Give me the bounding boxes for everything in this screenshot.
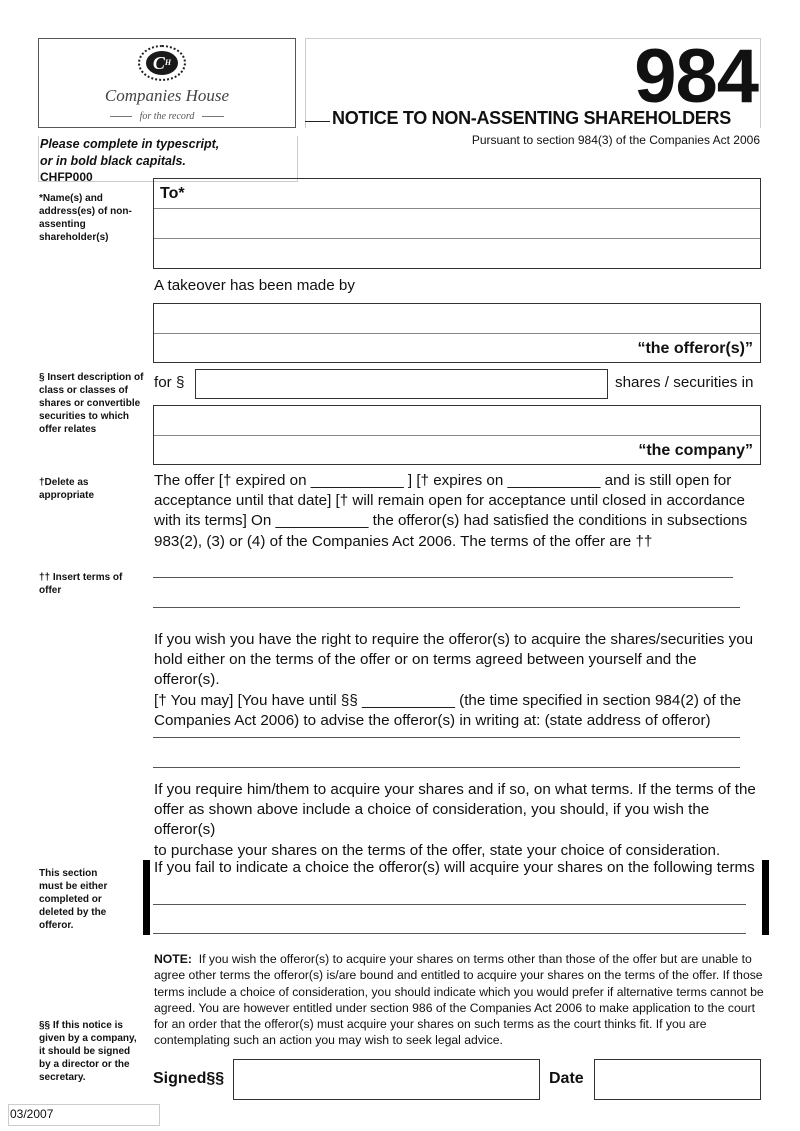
instructions — [40, 136, 219, 170]
address-line-2[interactable] — [153, 767, 740, 768]
offer-line: 983(2), (3) or (4) of the Companies Act 2006. The terms of the offer are †† — [154, 532, 653, 550]
share-class-input[interactable] — [195, 369, 608, 399]
instructions-line-2: or in bold black capitals. — [40, 154, 186, 168]
right-line: [† You may] [You have until §§ ___________ (the time specified in section 984(2) of the — [154, 691, 742, 709]
to-label: To* — [160, 185, 185, 202]
logo-monogram-small: H — [164, 58, 172, 67]
offer-line: with its terms] On ___________ the offeror(s) had satisfied the conditions in subsections — [154, 512, 748, 530]
require-line: If you require him/them to acquire your shares and if so, on what terms. If the terms of the — [154, 781, 756, 798]
date-field[interactable] — [594, 1059, 761, 1100]
require-line: offer as shown above include a choice of consideration, you should, if you wish the offeror(s) — [154, 801, 710, 839]
pursuant-text: Pursuant to section 984(3) of the Companies Act 2006 — [471, 133, 760, 147]
right-line: If you wish you have the right to require the offeror(s) to acquire the shares/securities you — [154, 631, 754, 648]
logo-name: Companies House — [104, 86, 230, 105]
side-note-delete: †Delete as appropriate — [39, 477, 95, 501]
fail-text: If you fail to indicate a choice the offeror(s) will acquire your shares on the following terms — [154, 859, 755, 876]
header-rule — [305, 121, 330, 122]
shares-label: shares / securities in — [615, 374, 754, 391]
company-label: “the company” — [638, 442, 753, 459]
signed-label: Signed§§ — [153, 1070, 225, 1087]
for-label: for § — [154, 374, 185, 391]
section-bar-left — [143, 860, 150, 935]
logo-monogram: C — [152, 53, 165, 73]
form-code: CHFP000 — [40, 170, 93, 184]
right-paragraph — [154, 630, 764, 731]
right-line: hold either on the terms of the offer or on terms agreed between yourself and the offeror(s). — [154, 651, 697, 689]
require-line: to purchase your shares on the terms of the offer, state your choice of consideration. — [154, 841, 721, 859]
logo-tagline: for the record — [39, 111, 295, 122]
address-line-divider — [154, 238, 760, 239]
note-paragraph — [154, 951, 764, 1049]
form-title: NOTICE TO NON-ASSENTING SHAREHOLDERS — [332, 108, 731, 128]
side-note-terms: †† Insert terms of offer — [39, 572, 123, 596]
side-note-signed: §§ If this notice is given by a company, it should be signed by a director or the secretary. — [39, 1020, 137, 1083]
takeover-text: A takeover has been made by — [154, 277, 355, 294]
offeror-box[interactable] — [153, 303, 761, 363]
side-note-section: This section must be either completed or deleted by the offeror. — [39, 868, 108, 931]
footer-date-code: 03/2007 — [10, 1107, 54, 1121]
offeror-line-divider — [154, 333, 760, 334]
terms-line-1[interactable] — [153, 577, 733, 578]
offeror-label: “the offeror(s)” — [637, 340, 753, 357]
logo-emblem — [138, 45, 186, 81]
side-note-description: § Insert description of class or classes of shares or convertible securities to which offer relates — [39, 372, 144, 435]
side-note-names: *Name(s) and address(es) of non-assenting shareholder(s) — [39, 193, 132, 243]
address-line-1[interactable] — [153, 737, 740, 738]
terms-line-2[interactable] — [153, 607, 740, 608]
offer-line: acceptance until that date] [† will remain open for acceptance until closed in accordance — [154, 492, 745, 510]
note-text: If you wish the offeror(s) to acquire your shares on terms other than those of the offer but are unable to agree other terms the offeror(s) is/are bound and entitled to acquire your shares on the terms of the offer. If those terms include a choice of consideration, you should indicate which you would prefer if alternative terms cannot be agreed. You are however entitled under section 986 of the Companies Act 2006 to make application to the court for an order that the offeror(s) must acquire your shares on such terms as the court thinks fit. If you are contemplating such an action you may wish to seek legal advice. — [154, 952, 764, 1048]
shareholder-address-box[interactable] — [153, 178, 761, 269]
offer-line: The offer [† expired on ___________ ] [† expires on ___________ and is still open for — [154, 472, 732, 489]
require-paragraph — [154, 780, 764, 861]
right-line: Companies Act 2006) to advise the offeror(s) in writing at: (state address of offeror) — [154, 711, 711, 729]
form-number: 984 — [634, 34, 758, 119]
date-label: Date — [549, 1070, 584, 1087]
offer-paragraph — [154, 471, 764, 552]
consideration-line-2[interactable] — [153, 933, 746, 934]
company-line-divider — [154, 435, 760, 436]
consideration-line-1[interactable] — [153, 904, 746, 905]
companies-house-logo — [38, 38, 296, 128]
note-label: NOTE: — [154, 952, 192, 966]
address-line-divider — [154, 208, 760, 209]
company-box[interactable] — [153, 405, 761, 465]
instructions-line-1: Please complete in typescript, — [40, 137, 220, 151]
signature-field[interactable] — [233, 1059, 540, 1100]
